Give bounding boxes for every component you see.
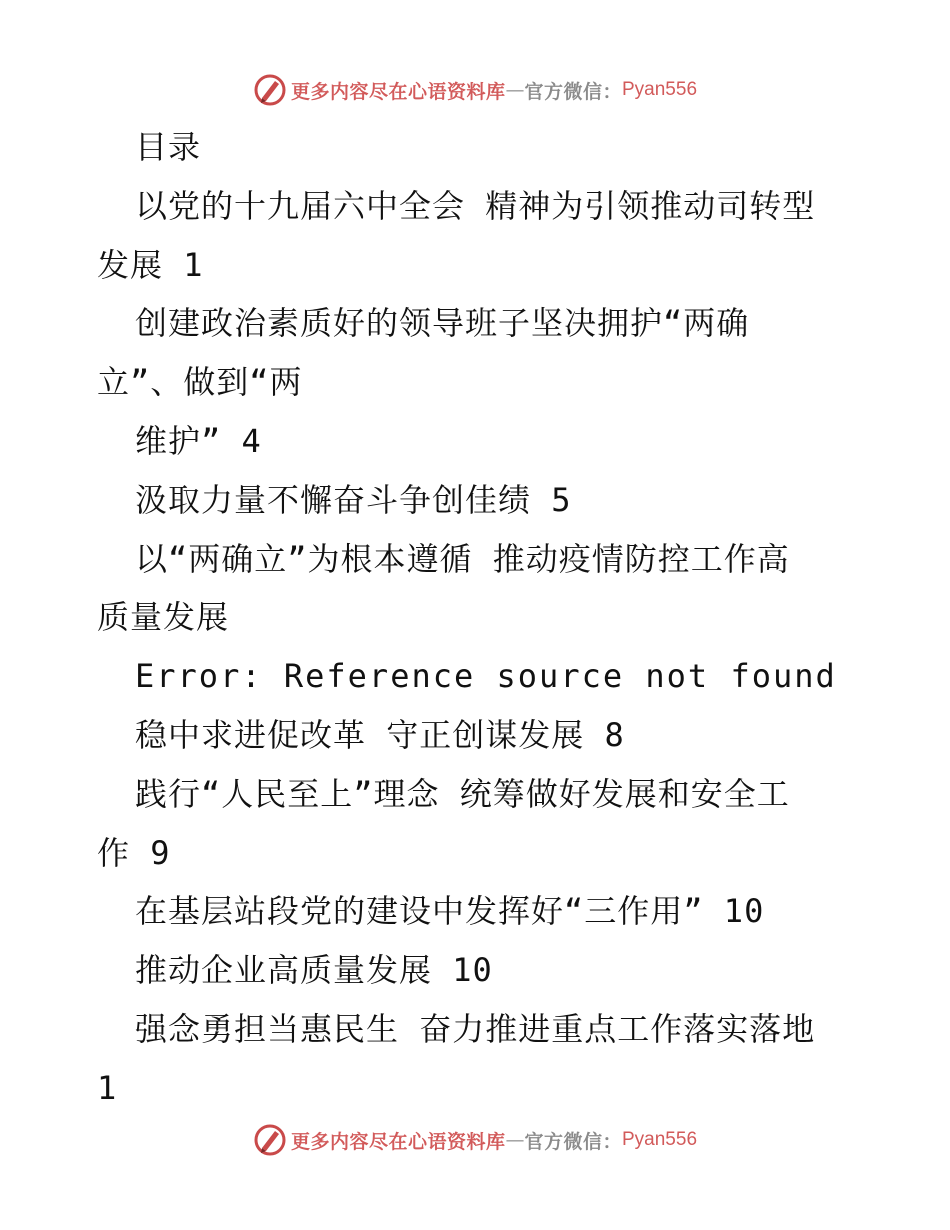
- header-banner: [0, 70, 950, 110]
- toc-line: 立”、做到“两: [97, 363, 303, 402]
- pen-logo-icon: [253, 73, 287, 107]
- banner-site-text: 更多内容尽在心语资料库: [290, 1130, 506, 1153]
- banner-dash: —: [505, 79, 525, 101]
- toc-line: 质量发展: [97, 598, 230, 637]
- toc-line: 作 9: [97, 833, 171, 872]
- banner-dash: —: [505, 1129, 525, 1151]
- toc-error-line: Error: Reference source not found: [135, 657, 837, 696]
- toc-line: 推动企业高质量发展 10: [135, 951, 493, 990]
- toc-heading: 目录: [135, 128, 202, 166]
- toc-line: 强念勇担当惠民生 奋力推进重点工作落实落地: [135, 1009, 816, 1048]
- banner-wechat-label: 官方微信：: [524, 80, 622, 103]
- footer-banner: [0, 1120, 950, 1160]
- toc-line: 在基层站段党的建设中发挥好“三作用” 10: [135, 892, 765, 931]
- banner-site-text: 更多内容尽在心语资料库: [290, 80, 506, 103]
- banner-wechat-label: 官方微信：: [524, 1130, 622, 1153]
- toc-line: 稳中求进促改革 守正创谋发展 8: [135, 715, 625, 754]
- banner-wechat-id: Pyan556: [622, 1129, 698, 1150]
- toc-line: 汲取力量不懈奋斗争创佳绩 5: [135, 480, 572, 519]
- toc-line: 以党的十九届六中全会 精神为引领推动司转型: [135, 186, 816, 225]
- toc-line: 践行“人民至上”理念 统筹做好发展和安全工: [135, 774, 790, 813]
- toc-line: 维护” 4: [135, 421, 262, 460]
- pen-logo-icon: [253, 1123, 287, 1157]
- toc-line: 创建政治素质好的领导班子坚决拥护“两确: [135, 304, 750, 343]
- toc-line: 1: [97, 1068, 118, 1107]
- toc-line: 以“两确立”为根本遵循 推动疫情防控工作高: [135, 539, 790, 578]
- banner-wechat-id: Pyan556: [622, 79, 698, 100]
- toc-line: 发展 1: [97, 245, 204, 284]
- table-of-contents: [97, 118, 857, 1118]
